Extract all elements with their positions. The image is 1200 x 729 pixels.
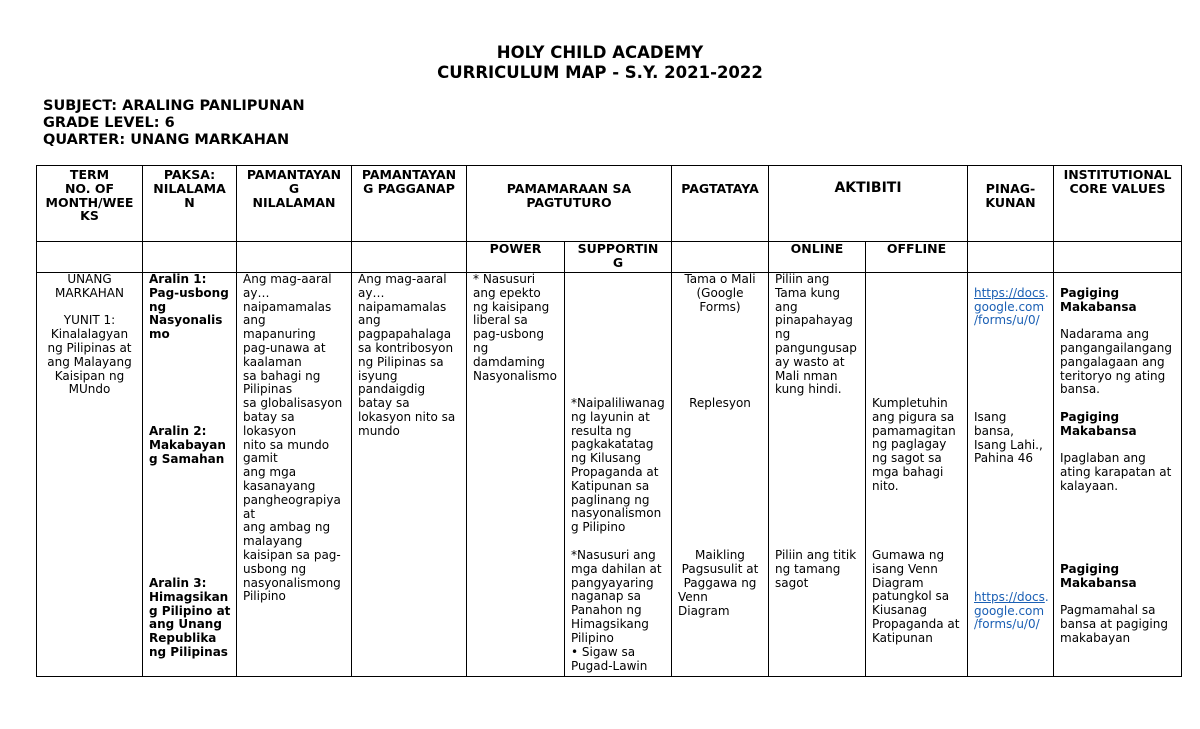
col-header-pinagkunan: PINAG- KUNAN: [968, 166, 1054, 242]
offline-text-2: Gumawa ng isang Venn Diagram patungkol sa Kiusanag Propaganda at Katipunan: [872, 548, 960, 645]
empty-cell: [1054, 242, 1182, 273]
power-cell: [467, 273, 565, 677]
online-text-2: Piliin ang titik ng tamang sagot: [775, 548, 857, 590]
empty-cell: [237, 242, 352, 273]
content-row: [37, 273, 1182, 677]
subheader-power: POWER: [467, 242, 565, 273]
quarter-label: QUARTER: UNANG MARKAHAN: [43, 132, 290, 148]
online-text-1: Piliin ang Tama kung ang pinapahayag ng pangungusap ay wasto at Mali nman kung hindi.: [775, 272, 857, 397]
pamantayang-pagganap-cell: [352, 273, 467, 677]
aralin-1: Aralin 1: Pag-usbong ng Nasyonalis mo: [149, 272, 229, 342]
pagtataya-text-3: Maikling Pagsusulit at Paggawa ng: [681, 548, 759, 590]
offline-text-1: Kumpletuhin ang pigura sa pamamagitan ng paglagay ng sagot sa mga bahagi nito.: [872, 396, 956, 493]
pinagkunan-cell: [968, 273, 1054, 677]
pagtataya-text-1: Tama o Mali (Google Forms): [684, 272, 756, 314]
online-cell: [769, 273, 866, 677]
pamantayang-nilalaman-cell: [237, 273, 352, 677]
document-title: CURRICULUM MAP - S.Y. 2021-2022: [437, 63, 763, 82]
power-text: * Nasusuri ang epekto ng kaisipang liberal sa pag-usbong ng damdaming Nasyonalismo: [473, 272, 557, 383]
header-row: [37, 166, 1182, 242]
paksa-cell: [143, 273, 237, 677]
pamantayang-pagganap-text: Ang mag-aaral ay… naipamamalas ang pagpapahalaga sa kontribosyon ng Pilipinas sa isyung pandaigdig batay sa lokasyon nito sa mundo: [358, 272, 456, 438]
source-link-1[interactable]: https://docs. google.com /forms/u/0/: [974, 285, 1049, 328]
pamantayang-nilalaman-text: Ang mag-aaral ay… naipamamalas ang mapanuring pag-unawa at kaalaman sa bahagi ng Pilipinas sa globalisasyon batay sa lokasyon nito sa mundo gamit ang mga kasanayang pangheograpiya at ang ambag ng malayang kaisipan sa pag- usbong ng nasyonalismong Pilipino: [243, 272, 343, 604]
pagtataya-text-3b: Venn Diagram: [678, 590, 730, 618]
core-value-3: Pagiging Makabansa Pagmamahal sa bansa at pagiging makabayan: [1060, 561, 1168, 645]
aralin-2: Aralin 2: Makabayan g Samahan: [149, 424, 226, 466]
pagtataya-cell: [672, 273, 769, 677]
term-cell: [37, 273, 143, 677]
supporting-text-2: *Nasusuri ang mga dahilan at pangyayaring naganap sa Panahon ng Himagsikang Pilipino: [571, 548, 662, 645]
term-text: UNANG MARKAHAN YUNIT 1: Kinalalagyan ng Pilipinas at ang Malayang Kaisipan ng MUndo: [47, 272, 132, 397]
col-header-aktibiti: AKTIBITI: [769, 166, 968, 242]
pagtataya-text-2: Replesyon: [689, 396, 751, 410]
empty-cell: [352, 242, 467, 273]
core-values-cell: [1054, 273, 1182, 677]
subheader-online: ONLINE: [769, 242, 866, 273]
subject-label: SUBJECT: ARALING PANLIPUNAN: [43, 98, 305, 114]
col-header-paksa: PAKSA: NILALAMA N: [143, 166, 237, 242]
offline-cell: [866, 273, 968, 677]
col-header-pamamaraan: PAMAMARAAN SA PAGTUTURO: [467, 166, 672, 242]
empty-cell: [37, 242, 143, 273]
source-book: Isang bansa, Isang Lahi., Pahina 46: [974, 410, 1043, 466]
col-header-core-values: INSTITUTIONAL CORE VALUES: [1054, 166, 1182, 242]
school-name: HOLY CHILD ACADEMY: [496, 43, 704, 62]
subheader-supporting: SUPPORTIN G: [565, 242, 672, 273]
col-header-pamantayang-pagganap: PAMANTAYAN G PAGGANAP: [352, 166, 467, 242]
grade-level-label: GRADE LEVEL: 6: [43, 115, 175, 131]
col-header-pagtataya: PAGTATAYA: [672, 166, 769, 242]
curriculum-map-table: [36, 165, 1182, 677]
aralin-3: Aralin 3: Himagsikan g Pilipino at ang Unang Republika ng Pilipinas: [149, 576, 231, 659]
supporting-bullet: • Sigaw sa Pugad-Lawin: [571, 645, 648, 673]
empty-cell: [968, 242, 1054, 273]
source-link-2[interactable]: https://docs. google.com /forms/u/0/: [974, 589, 1049, 632]
col-header-term: TERM NO. OF MONTH/WEE KS: [37, 166, 143, 242]
core-value-1: Pagiging Makabansa Nadarama ang pangangailangang pangalagaan ang teritoryo ng ating bansa.: [1060, 285, 1172, 397]
subheader-row: [37, 242, 1182, 273]
empty-cell: [143, 242, 237, 273]
empty-cell: [672, 242, 769, 273]
core-value-2: Pagiging Makabansa Ipaglaban ang ating karapatan at kalayaan.: [1060, 409, 1172, 493]
subheader-offline: OFFLINE: [866, 242, 968, 273]
supporting-text-1: *Naipaliliwanag ng layunin at resulta ng pagkakatatag ng Kilusang Propaganda at Katipunan sa paglinang ng nasyonalismon g Pilipino: [571, 396, 665, 535]
col-header-pamantayang-nilalaman: PAMANTAYAN G NILALAMAN: [237, 166, 352, 242]
supporting-cell: [565, 273, 672, 677]
